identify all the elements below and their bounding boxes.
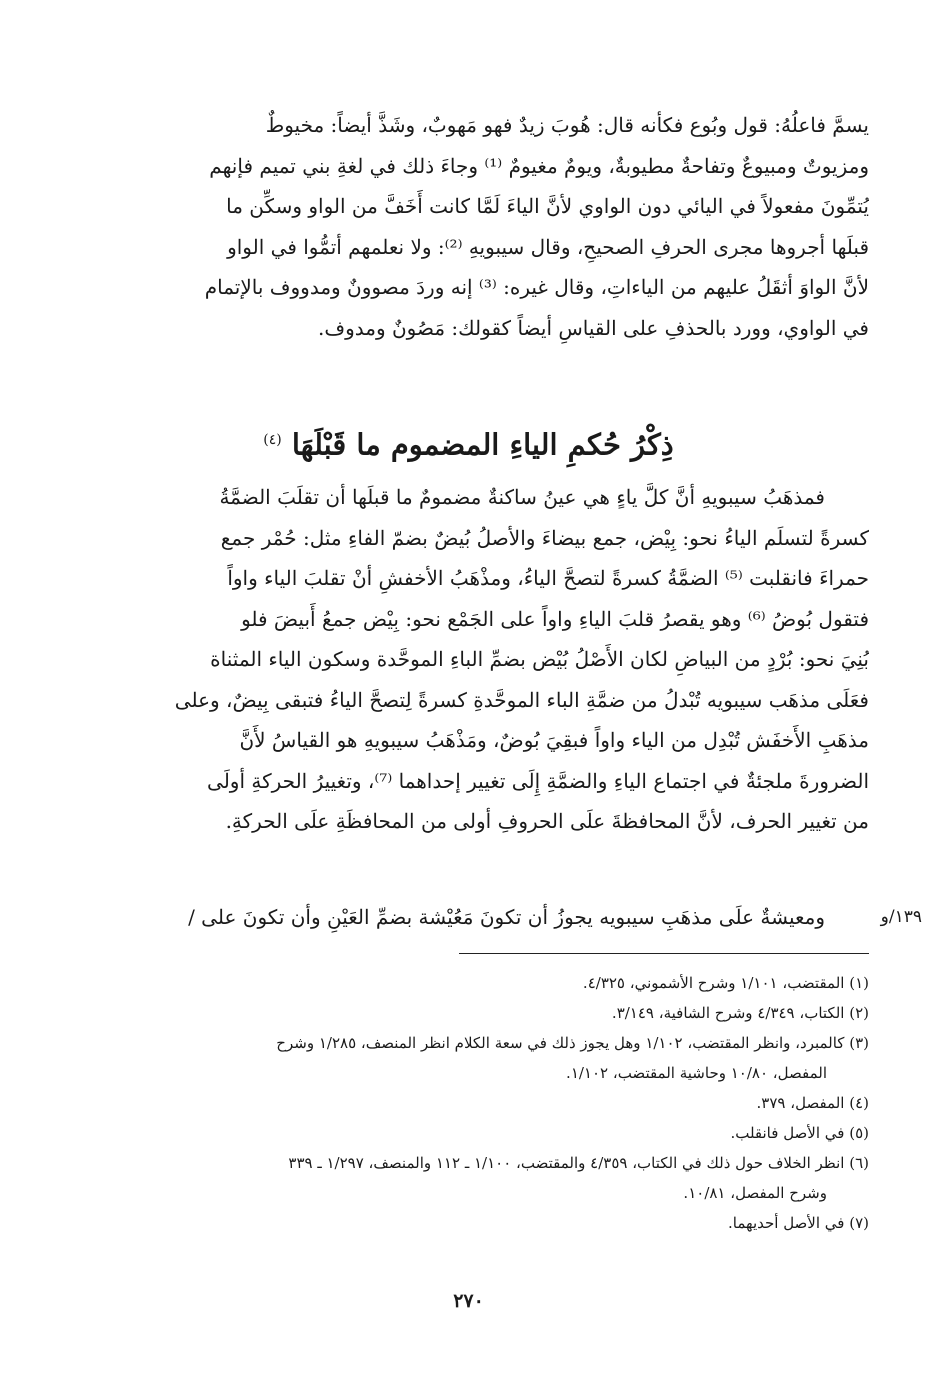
footnote-4: (٤) المفصل، ٣٧٩. [756,1094,869,1112]
footnote-7: (٧) في الأصل أحديهما. [728,1214,869,1232]
heading-footnote-ref: (٤) [263,432,282,448]
footnotes [99,968,869,1238]
footnote-divider [459,953,869,954]
text-line: ومزيوتٌ ومبيوعٌ وتفاحةٌ مطيوبةٌ، ويومٌ مغيومٌ ⁽¹⁾ وجاءَ ذلك في لغةِ بني تميم فإنهم [209,153,869,178]
section-heading [0,414,937,471]
footnote-6-continued: وشرح المفصل، ١٠/٨١. [683,1184,827,1202]
text-line: فتقول بُوضُ ⁽⁶⁾ وهو يقصرُ قلبَ الياءِ واواً على الجَمْع نحو: بِيْض جمعُ أَبيضَ فلو [241,606,869,631]
footnote-3: (٣) كالمبرد، وانظر المقتضب، ١/١٠٢ وهل يجوز ذلك في سعة الكلام انظر المنصف، ١/٢٨٥ وشرح [276,1034,869,1052]
text-line: بُنِيَ نحو: بُرْدٍ من البياضِ لكان الأَصْلُ بُيْض بضمِّ الباءِ الموحَّدة وسكون الياء المثناة [210,647,869,671]
paragraph-1 [99,105,869,348]
text-line: ومعيشةٌ علَى مذهَبِ سيبويه يجوزُ أن تكونَ مَعُيْشة بضمِّ العَيْنِ وأن تكونَ على / [188,905,825,929]
footnote-5: (٥) في الأصل فانقلب. [730,1124,869,1142]
text-line: يُتمِّونَ مفعولاً في اليائي دون الواوي لأنَّ الياءَ لَمَّا كانت أَخَفَّ من الواو وسكِّن ما [226,194,869,218]
text-line: من تغيير الحرف، لأنَّ المحافظةَ علَى الحروفِ أولى من المحافظَةِ علَى الحركةِ. [225,809,869,833]
text-line: الضرورةَ ملجئةٌ في اجتماع الياءِ والضمَّةِ إِلَى تغيير إحداهما ⁽⁷⁾، وتغييرُ الحركةِ أولَى [207,768,869,793]
text-line: فعَلَى مذهَب سيبويه تُبْدلُ من ضمَّةِ الباء الموحَّدةِ كسرةً لِتصحَّ الياءُ فتبقى بِيضٌ، وعلى [174,687,869,712]
text-line: حمراءَ فانقلبت ⁽⁵⁾ الضمَّةُ كسرةً لتصحَّ الياءُ، ومذْهَبُ الأخفشِ أنْ تقلبَ الياء واواً [227,566,869,590]
text-line: كسرةً لتسلَم الياءُ نحو: بِيْض، جمع بيضاءَ والأصلُ بُيضٌ بضمّ الفاءِ مثل: حُمْر جمع [220,525,869,550]
text-line: مذهَبِ الأَخفَش تُبْدِل من الياء واواً فبقِيَ بُوضٌ، ومَذْهَبُ سيبويهِ هو القياسُ لأَنَّ [239,728,869,752]
page-number: ٢٧٠ [453,1290,484,1312]
text-line: يسمَّ فاعلُهُ: قول وبُوع فكأنه قال: هُوبَ زيدٌ فهو مَهوبٌ، وشَذَّ أيضاً: مخيوطٌ [265,113,869,137]
manuscript-folio-note: ١٣٩/و [880,907,922,927]
footnote-6: (٦) انظر الخلاف حول ذلك في الكتاب، ٤/٣٥٩ والمقتضب، ١/١٠٠ ـ ١١٢ والمنصف، ١/٢٩٧ ـ ٣٣٩ [288,1154,869,1172]
text-line: فمذهَبُ سيبويهِ أنَّ كلَّ ياءٍ هي عينُ ساكنةٌ مضمومٌ ما قبلَها أن تقلَبَ الضمَّةُ [219,485,825,509]
section-heading-text: ذِكْرُ حُكمِ الياءِ المضموم ما قَبْلَهَا [291,427,674,462]
text-line: في الواوي، وورد بالحذفِ على القياسِ أيضاً كقولك: مَصُونٌ ومدوف. [318,315,869,340]
footnote-1: (١) المقتضب، ١/١٠١ وشرح الأشموني، ٤/٣٢٥. [582,974,869,992]
paragraph-3 [99,897,869,937]
paragraph-2 [99,477,869,842]
footnote-3-continued: المفصل، ١٠/٨٠ وحاشية المقتضب، ١/١٠٢. [566,1064,827,1082]
footnote-2: (٢) الكتاب، ٤/٣٤٩ وشرح الشافية، ٣/١٤٩. [611,1004,869,1022]
text-line: لأنَّ الواوَ أثقَلُ عليهم من الياءاتِ، وقال غيره: ⁽³⁾ إنه وردَ مصوونٌ ومدووف بالإتمام [204,275,869,299]
text-line: قبلَها أجروها مجرى الحرفِ الصحيحِ، وقال سيبويهِ ⁽²⁾: ولا نعلمهم أتمُّوا في الواو [227,234,869,259]
